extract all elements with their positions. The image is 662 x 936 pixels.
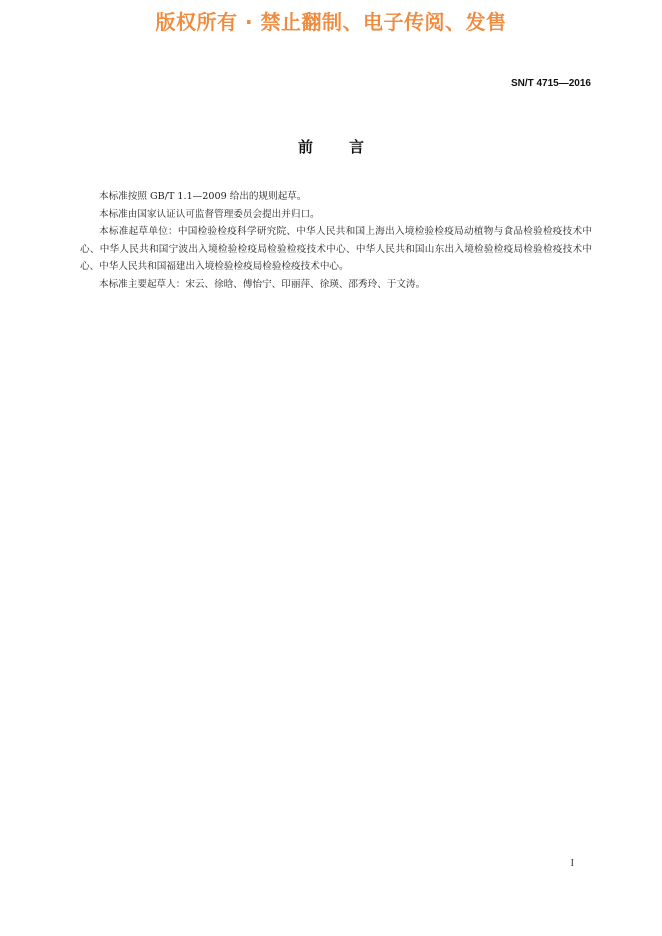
standard-code: SN/T 4715—2016 [510,78,591,89]
paragraph-drafting-rules: 本标准按照 GB/T 1.1—2009 给出的规则起草。 [99,191,307,202]
paragraph-proposer: 本标准由国家认证认可监督管理委员会提出并归口。 [99,208,320,220]
paragraph-drafters: 本标准主要起草人：宋云、徐晗、傅怡宁、印丽萍、徐瑛、邵秀玲、于文涛。 [99,278,426,290]
page-title: 前言 [297,138,400,156]
paragraph-drafting-units: 本标准起草单位：中国检验检疫科学研究院、中华人民共和国上海出入境检验检疫局动植物与食品检验检疫技术中心、中华人民共和国宁波出入境检验检疫局检验检疫技术中心、中华人民共和国山东出入境检验检疫局检验检疫技术中心、中华人民共和国福建出入境检验检疫局检验检疫技术中心。 [80,226,592,273]
foreword-body [80,188,592,294]
page-number: I [570,858,574,869]
copyright-watermark: 版权所有 · 禁止翻制、电子传阅、发售 [155,10,507,34]
